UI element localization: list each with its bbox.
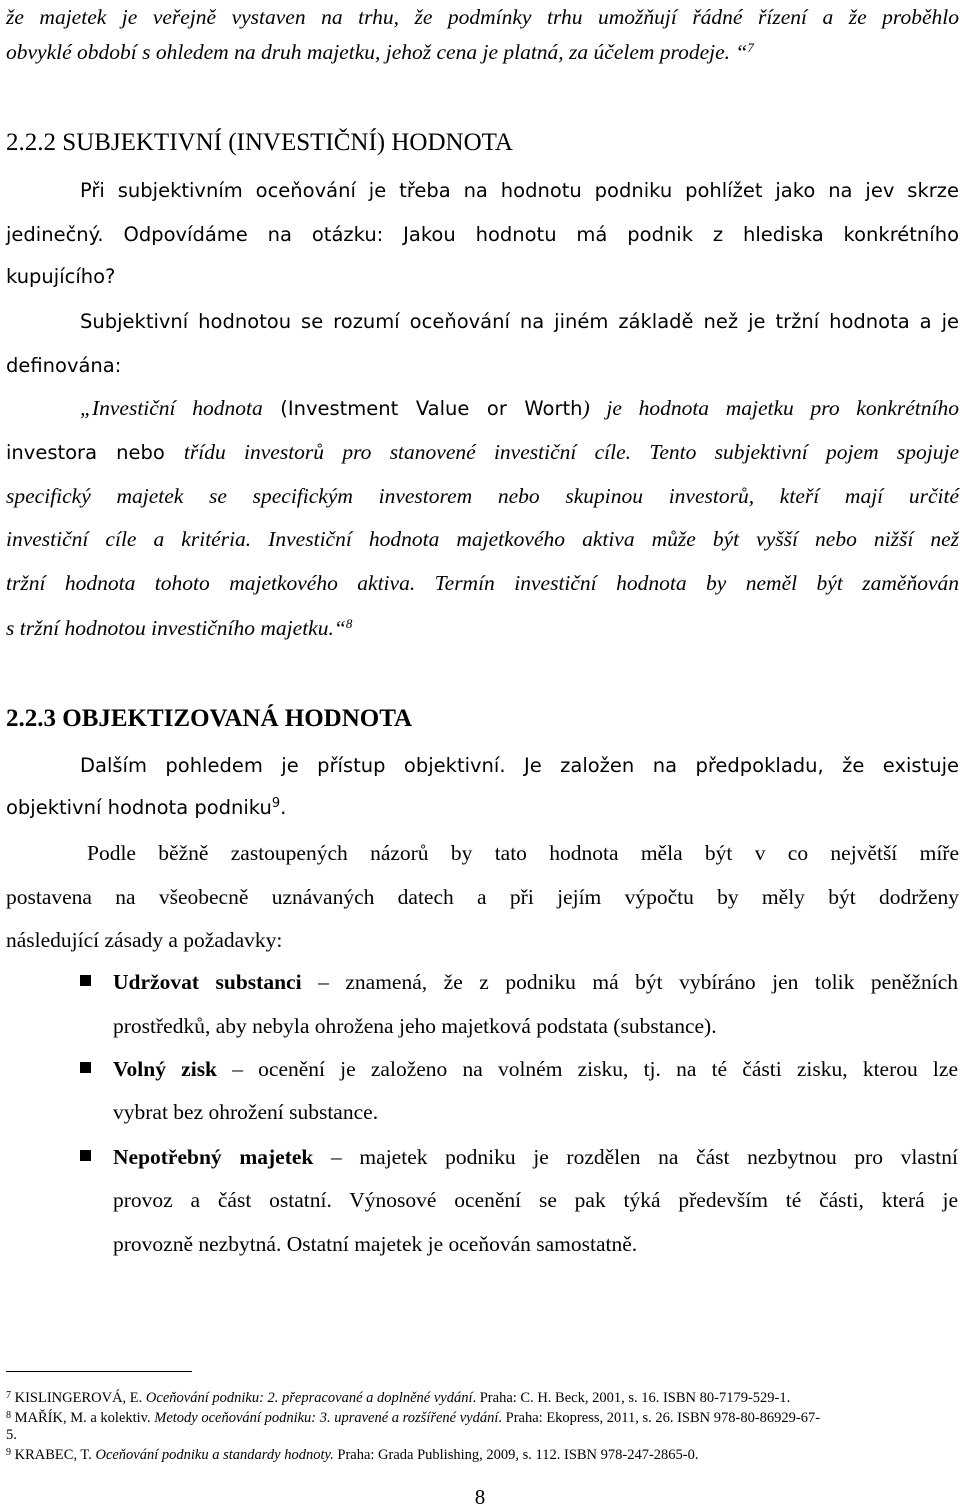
bullet-2-line-1: Volný zisk – ocenění je založeno na volném zisku, tj. na té části zisku, kterou lze <box>113 1057 958 1081</box>
footnote-ref-9[interactable]: 9 <box>271 796 281 811</box>
section-heading-2-2-3: 2.2.3 OBJEKTIZOVANÁ HODNOTA <box>6 705 413 732</box>
bullet-square-icon <box>80 975 91 986</box>
quote-line-4: investiční cíle a kritéria. Investiční hodnota majetkového aktiva může být vyšší nebo nižší než <box>6 527 959 551</box>
p222-1-line-2: jedinečný. Odpovídáme na otázku: Jakou hodnotu má podnik z hlediska konkrétního <box>6 223 959 246</box>
p222-1-line-3: kupujícího? <box>6 265 116 288</box>
p222-2-line-1: Subjektivní hodnotou se rozumí oceňování na jiném základě než je tržní hodnota a je <box>80 310 959 333</box>
quote-line-2: investora nebo třídu investorů pro stanovené investiční cíle. Tento subjektivní pojem spojuje <box>6 440 959 464</box>
footnote-8-continuation: 5. <box>6 1427 17 1443</box>
bullet-3-line-1: Nepotřebný majetek – majetek podniku je rozdělen na část nezbytnou pro vlastní <box>113 1145 958 1169</box>
footnote-7: $^7$ KISLINGEROVÁ, E. Oceňování podniku: 2. přepracované a doplněné vydání. Praha: C. H. Beck, 2001, s. 16. ISBN 80-7179-529-1. <box>6 1390 791 1406</box>
footnote-9: $^9$ KRABEC, T. Oceňování podniku a standardy hodnoty. Praha: Grada Publishing, 2009, s. 112. ISBN 978-247-2865-0. <box>6 1447 699 1463</box>
p223-2-line-3: následující zásady a požadavky: <box>6 928 283 952</box>
quote-line-5: tržní hodnota tohoto majetkového aktiva. Termín investiční hodnota by neměl být zaměňován <box>6 571 959 595</box>
footnote-separator <box>6 1371 192 1372</box>
quote-line-1: „Investiční hodnota (Investment Value or Worth) je hodnota majetku pro konkrétního <box>80 396 959 420</box>
footnote-ref-8[interactable]: 8 <box>345 616 353 631</box>
section-heading-2-2-2: 2.2.2 SUBJEKTIVNÍ (INVESTIČNÍ) HODNOTA <box>6 129 513 156</box>
quote-line-3: specifický majetek se specifickým investorem nebo skupinou investorů, kteří mají určité <box>6 484 959 508</box>
bullet-square-icon <box>80 1062 91 1073</box>
bullet-square-icon <box>80 1150 91 1161</box>
p222-2-line-2: definována: <box>6 354 122 377</box>
intro-line-1: že majetek je veřejně vystaven na trhu, že podmínky trhu umožňují řádné řízení a že proběhlo <box>6 5 959 29</box>
bullet-3-line-3: provozně nezbytná. Ostatní majetek je oceňován samostatně. <box>113 1232 638 1256</box>
footnote-ref-7[interactable]: 7 <box>747 40 754 55</box>
bullet-2-line-2: vybrat bez ohrožení substance. <box>113 1100 379 1124</box>
p223-2-line-2: postavena na všeobecně uznávaných datech a při jejím výpočtu by měly být dodrženy <box>6 885 959 909</box>
intro-line-2: obvyklé období s ohledem na druh majetku, jehož cena je platná, za účelem prodeje. “$^7$ <box>6 40 754 64</box>
p223-1-line-1: Dalším pohledem je přístup objektivní. Je založen na předpokladu, že existuje <box>80 754 959 777</box>
bullet-1-line-2: prostředků, aby nebyla ohrožena jeho majetková podstata (substance). <box>113 1014 717 1038</box>
p223-1-line-2: objektivní hodnota podniku$^9$. <box>6 796 287 819</box>
page-number: 8 <box>474 1485 486 1509</box>
p223-2-line-1: Podle běžně zastoupených názorů by tato hodnota měla být v co největší míře <box>87 841 959 865</box>
p222-1-line-1: Při subjektivním oceňování je třeba na hodnotu podniku pohlížet jako na jev skrze <box>80 179 959 202</box>
bullet-3-line-2: provoz a část ostatní. Výnosové ocenění se pak týká především té části, která je <box>113 1188 958 1212</box>
bullet-1-line-1: Udržovat substanci – znamená, že z podniku má být vybíráno jen tolik peněžních <box>113 970 958 994</box>
footnote-8: $^8$ MAŘÍK, M. a kolektiv. Metody oceňování podniku: 3. upravené a rozšířené vydání. Praha: Ekopress, 2011, s. 26. ISBN 978-80-86929-67- <box>6 1410 821 1426</box>
quote-line-6: s tržní hodnotou investičního majetku.“$^8$ <box>6 616 353 640</box>
